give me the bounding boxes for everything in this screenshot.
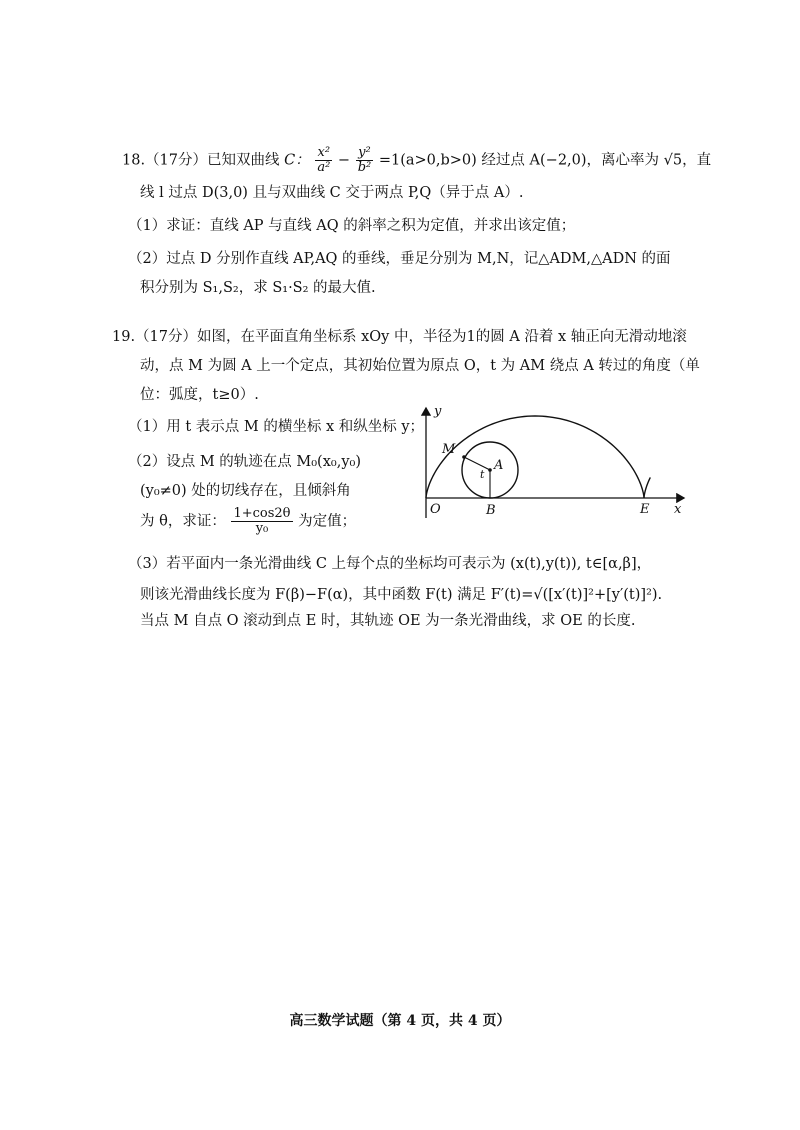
cycloid-next-arch [644, 477, 650, 498]
q18-intro: 18.（17分）已知双曲线 [122, 152, 280, 169]
center-a-dot [488, 468, 492, 472]
cycloid-arch [426, 416, 644, 498]
q19-line1: 19.（17分）如图，在平面直角坐标系 xOy 中，半径为1的圆 A 沿着 x 轴正向无滑动地滚 [112, 329, 687, 345]
q19-part3-c: 当点 M 自点 O 滚动到点 E 时，其轨迹 OE 为一条光滑曲线，求 OE 的长度. [140, 613, 636, 629]
curve-name: C： [284, 152, 310, 169]
angle-t-label: t [480, 468, 485, 481]
q19-line3: 位：弧度，t≥0）. [140, 387, 259, 403]
q19-part3-b: 则该光滑曲线长度为 F(β)−F(α)，其中函数 F(t) 满足 F′(t)=√([x′(t)]²+[y′(t)]²). [140, 587, 663, 603]
q19-part2-c: 为 θ，求证： $\frac{1+\cos 2\theta}{\text{y₀}}$ 为定值； [140, 506, 357, 536]
q19-part2-b: (y₀≠0) 处的切线存在，且倾斜角 [140, 483, 351, 499]
q19-part2-a: （2）设点 M 的轨迹在点 M₀(x₀,y₀) [128, 454, 361, 470]
page-footer: 高三数学试题（第 4 页，共 4 页） [289, 1013, 511, 1029]
q19-part3-a: （3）若平面内一条光滑曲线 C 上每个点的坐标均可表示为 (x(t),y(t)), t∈[α,β]， [128, 556, 652, 572]
point-m-label: M [442, 442, 456, 457]
point-e-label: E [640, 502, 650, 517]
radius-am [464, 457, 490, 470]
fraction-y2-b2: $\frac{\text{y²}}{\text{b²}}$ [357, 145, 372, 175]
q19-part1: （1）用 t 表示点 M 的横坐标 x 和纵坐标 y； [128, 419, 425, 435]
point-b-label: B [486, 503, 496, 518]
minus-sign: − [337, 152, 351, 169]
point-m-dot [462, 455, 466, 459]
q19-line2: 动，点 M 为圆 A 上一个定点，其初始位置为原点 O，t 为 AM 绕点 A 转过的角度（单 [140, 358, 700, 374]
q18-part2-a: （2）过点 D 分别作直线 AP,AQ 的垂线，垂足分别为 M,N，记△ADM,△ADN 的面 [128, 251, 671, 267]
q18-line2: 线 l 过点 D(3,0) 且与双曲线 C 交于两点 P,Q（异于点 A）. [140, 185, 524, 201]
fraction-x2-a2: $\frac{\text{x²}}{\text{a²}}$ [317, 145, 331, 175]
origin-label: O [430, 502, 441, 517]
q18-condition: =1(a>0,b>0) 经过点 A(−2,0)，离心率为 √5，直 [378, 152, 712, 169]
y-axis-label: y [434, 404, 442, 419]
q18-part2-b: 积分别为 S₁,S₂，求 S₁·S₂ 的最大值. [140, 280, 376, 296]
point-a-label: A [494, 458, 504, 473]
q18-line1 [122, 146, 711, 175]
q18-part1: （1）求证：直线 AP 与直线 AQ 的斜率之积为定值，并求出该定值； [128, 218, 576, 234]
cycloid-figure [384, 404, 688, 528]
x-axis-label: x [674, 502, 682, 517]
fraction-cos2theta-y0: $\frac{1+\cos 2\theta}{\text{y₀}}$ [233, 506, 291, 536]
